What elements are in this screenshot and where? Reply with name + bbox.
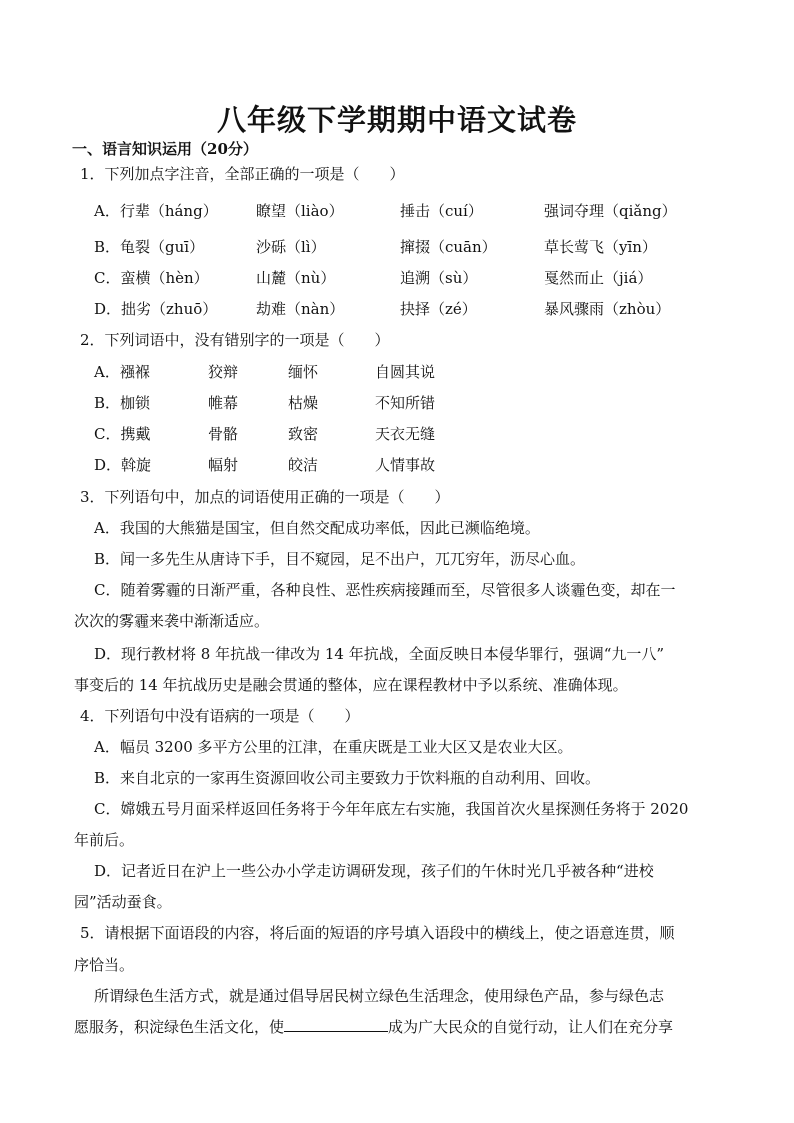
question-4-stem: 4．下列语句中没有语病的一项是（ ） bbox=[80, 707, 360, 725]
q2-option-b-1: B．枷锁 bbox=[94, 394, 151, 412]
q1-option-c-4: 戛然而止（jiá） bbox=[544, 269, 653, 287]
q3-option-a: A．我国的大熊猫是国宝，但自然交配成功率低，因此已濒临绝境。 bbox=[94, 519, 540, 537]
q1-option-d-4: 暴风骤雨（zhòu） bbox=[544, 300, 671, 318]
q4-option-b: B．来自北京的一家再生资源回收公司主要致力于饮料瓶的自动利用、回收。 bbox=[94, 769, 601, 787]
q2-option-a-4: 自圆其说 bbox=[375, 363, 436, 381]
q4-option-c-line2: 年前后。 bbox=[74, 831, 135, 849]
section-heading: 一、语言知识运用（20分） bbox=[72, 140, 258, 158]
q1-option-a-1: A．行辈（háng） bbox=[94, 202, 218, 220]
q2-option-b-3: 枯燥 bbox=[288, 394, 319, 412]
q5-passage-text-before-blank: 愿服务，积淀绿色生活文化，使 bbox=[74, 1018, 285, 1036]
q2-option-a-2: 狡辩 bbox=[208, 363, 239, 381]
q1-option-b-1: B．龟裂（guī） bbox=[94, 238, 205, 256]
q2-option-c-2: 骨骼 bbox=[208, 425, 239, 443]
q2-option-d-3: 皎洁 bbox=[288, 456, 319, 474]
q1-option-d-3: 抉择（zé） bbox=[400, 300, 477, 318]
q5-passage-text-after-blank: 成为广大民众的自觉行动，让人们在充分享 bbox=[388, 1018, 674, 1036]
q2-option-d-1: D．斡旋 bbox=[94, 456, 152, 474]
q2-option-c-3: 致密 bbox=[288, 425, 319, 443]
q1-option-a-3: 捶击（cuí） bbox=[400, 202, 483, 220]
q1-option-b-2: 沙砾（lì） bbox=[256, 238, 326, 256]
question-2-stem: 2．下列词语中，没有错别字的一项是（ ） bbox=[80, 331, 390, 349]
q4-option-a: A．幅员 3200 多平方公里的江津，在重庆既是工业大区又是农业大区。 bbox=[94, 738, 573, 756]
q4-option-d-line1: D．记者近日在沪上一些公办小学走访调研发现，孩子们的午休时光几乎被各种“进校 bbox=[94, 862, 654, 880]
q1-option-d-1: D．拙劣（zhuō） bbox=[94, 300, 218, 318]
q2-option-b-4: 不知所错 bbox=[375, 394, 436, 412]
q3-option-c-line1: C．随着雾霾的日渐严重，各种良性、恶性疾病接踵而至，尽管很多人谈霾色变，却在一 bbox=[94, 581, 676, 599]
q2-option-a-1: A．襁褓 bbox=[94, 363, 150, 381]
q1-option-c-1: C．蛮横（hèn） bbox=[94, 269, 209, 287]
q3-option-d-line1: D．现行教材将 8 年抗战一律改为 14 年抗战，全面反映日本侵华罪行，强调“九一八” bbox=[94, 645, 665, 663]
q5-passage-line2 bbox=[74, 1017, 673, 1037]
q1-option-b-3: 撺掇（cuān） bbox=[400, 238, 497, 256]
question-5-stem-line2: 序恰当。 bbox=[74, 956, 135, 974]
q5-passage-line1: 所谓绿色生活方式，就是通过倡导居民树立绿色生活理念，使用绿色产品，参与绿色志 bbox=[94, 987, 665, 1005]
q1-option-a-4: 强词夺理（qiǎng） bbox=[544, 202, 677, 220]
q1-option-a-2: 瞭望（liào） bbox=[256, 202, 344, 220]
answer-blank[interactable] bbox=[284, 1017, 388, 1032]
q4-option-c-line1: C．嫦娥五号月面采样返回任务将于今年年底左右实施，我国首次火星探测任务将于 2020 bbox=[94, 800, 689, 818]
q2-option-d-2: 幅射 bbox=[208, 456, 239, 474]
q1-option-b-4: 草长莺飞（yīn） bbox=[544, 238, 657, 256]
q4-option-d-line2: 园”活动蚕食。 bbox=[74, 893, 172, 911]
q1-option-c-2: 山麓（nù） bbox=[256, 269, 336, 287]
q3-option-d-line2: 事变后的 14 年抗战历史是融会贯通的整体，应在课程教材中予以系统、准确体现。 bbox=[74, 676, 628, 694]
q3-option-b: B．闻一多先生从唐诗下手，目不窥园，足不出户，兀兀穷年，沥尽心血。 bbox=[94, 550, 586, 568]
q1-option-d-2: 劫难（nàn） bbox=[256, 300, 345, 318]
q2-option-d-4: 人情事故 bbox=[375, 456, 436, 474]
question-3-stem: 3．下列语句中，加点的词语使用正确的一项是（ ） bbox=[80, 488, 450, 506]
q2-option-a-3: 缅怀 bbox=[288, 363, 319, 381]
q2-option-b-2: 帷幕 bbox=[208, 394, 239, 412]
q2-option-c-1: C．携戴 bbox=[94, 425, 151, 443]
q1-option-c-3: 追溯（sù） bbox=[400, 269, 478, 287]
q2-option-c-4: 天衣无缝 bbox=[375, 425, 436, 443]
q3-option-c-line2: 次次的雾霾来袭中渐渐适应。 bbox=[74, 612, 270, 630]
question-5-stem-line1: 5．请根据下面语段的内容，将后面的短语的序号填入语段中的横线上，使之语意连贯，顺 bbox=[80, 924, 675, 942]
page-title: 八年级下学期期中语文试卷 bbox=[216, 103, 577, 137]
question-1-stem: 1．下列加点字注音，全部正确的一项是（ ） bbox=[80, 165, 405, 183]
